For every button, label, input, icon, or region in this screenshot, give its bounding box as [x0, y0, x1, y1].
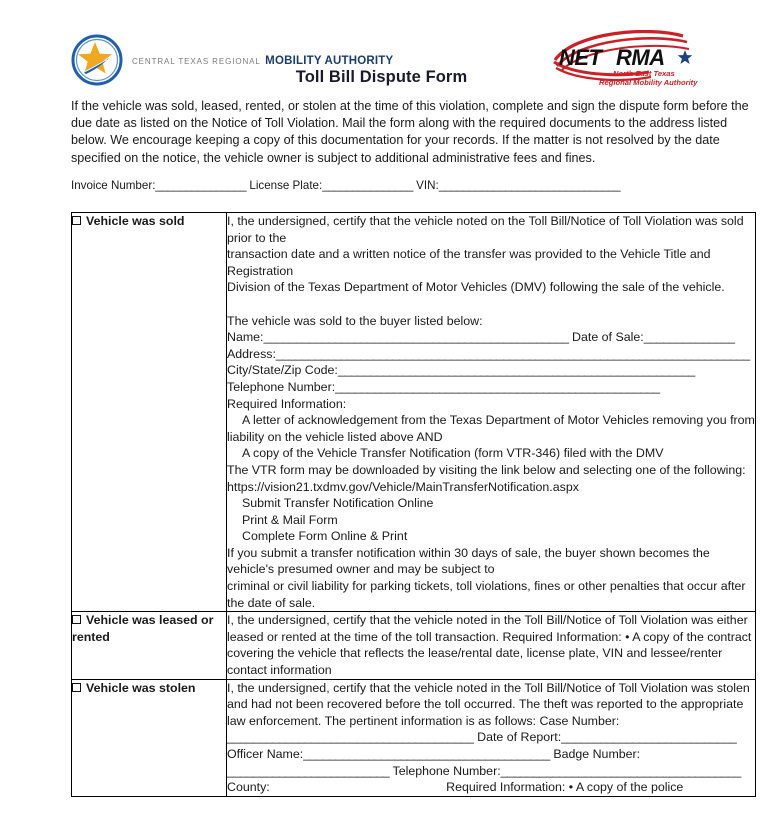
buyer-address-label: Address:: [227, 346, 276, 361]
row-label-stolen: Vehicle was stolen: [86, 680, 196, 695]
netrma-subtitle-line2: Regional Mobility Authority: [599, 78, 698, 87]
stolen-required-heading: Required Information: • A copy of the police: [446, 780, 684, 795]
checkbox-row-stolen[interactable]: [72, 680, 226, 697]
buyer-name-label: Name:: [227, 330, 264, 345]
paragraph-spacer: [227, 296, 755, 313]
buyer-city-label: City/State/Zip Code:: [227, 363, 338, 378]
date-of-report-field[interactable]: ___________________________: [561, 730, 737, 745]
document-header: [0, 30, 763, 92]
buyer-city-line: [227, 362, 755, 379]
license-plate-field[interactable]: _______________: [322, 178, 413, 192]
buyer-telephone-line: [227, 379, 755, 396]
vin-label: VIN:: [416, 178, 439, 192]
checkbox-icon[interactable]: [72, 683, 81, 692]
date-of-sale-label: Date of Sale:: [572, 330, 644, 345]
buyer-telephone-label: Telephone Number:: [227, 379, 336, 394]
buyer-address-field[interactable]: _________________________________________________________________________: [275, 346, 750, 361]
required-item-1-continued: liability on the vehicle listed above AND: [227, 429, 443, 444]
certify-line-3: Division of the Texas Department of Motor Vehicles (DMV) following the sale of the vehicle.: [227, 280, 725, 295]
table-row: [72, 213, 756, 612]
officer-name-line: [227, 746, 755, 763]
row-label-leased: Vehicle was leased or rented: [72, 613, 214, 645]
buyer-heading: The vehicle was sold to the buyer listed below:: [227, 313, 483, 328]
vtr-download-note: The VTR form may be downloaded by visiting the link below and selecting one of the following:: [227, 462, 746, 477]
vtr-option-1: Submit Transfer Notification Online: [242, 496, 434, 511]
badge-telephone-line: [227, 763, 755, 780]
stolen-body-text: I, the undersigned, certify that the vehicle noted in the Toll Bill/Notice of Toll Violation was stolen and had not been recovered before the toll occurred. The theft was reported to the appropriate law enforcement. The pertinent information is as follows: Case Number:: [227, 680, 750, 728]
required-item-2: A copy of the Vehicle Transfer Notification (form VTR-346) filed with the DMV: [242, 446, 664, 461]
netrma-word-left: NET: [559, 45, 602, 70]
row-label-cell-sold: [72, 213, 227, 612]
checkbox-icon[interactable]: [72, 615, 81, 624]
vtr-url[interactable]: https://vision21.txdmv.gov/Vehicle/MainTransferNotification.aspx: [227, 479, 579, 494]
buyer-city-field[interactable]: _______________________________________________________: [337, 363, 695, 378]
case-number-line: [227, 729, 755, 746]
vin-field[interactable]: ______________________________: [438, 178, 621, 192]
invoice-number-field[interactable]: _______________: [155, 178, 247, 192]
row-body-cell-leased: [227, 612, 756, 679]
license-plate-label: License Plate:: [249, 178, 323, 192]
officer-name-field[interactable]: ______________________________________: [303, 747, 550, 761]
dispute-reason-table: [71, 212, 756, 797]
officer-name-label: Officer Name:: [227, 747, 304, 761]
buyer-telephone-field[interactable]: __________________________________________________: [335, 379, 660, 394]
county-field[interactable]: [270, 780, 446, 794]
ctrma-wordmark-line2: MOBILITY AUTHORITY: [265, 54, 394, 67]
badge-number-label: Badge Number:: [553, 747, 641, 761]
ctrma-wordmark-line1: CENTRAL TEXAS REGIONAL: [132, 56, 261, 66]
netrma-subtitle-line1: North East Texas: [613, 69, 675, 78]
closing-line-2: criminal or civil liability for parking tickets, toll violations, fines or other penalties that occur after the date of sale.: [227, 579, 746, 610]
row-label-cell-leased: [72, 612, 227, 679]
county-required-line: [227, 779, 755, 796]
stolen-telephone-field[interactable]: _____________________________________: [500, 763, 741, 778]
leased-body-text: I, the undersigned, certify that the vehicle noted in the Toll Bill/Notice of Toll Violation was either leased or rented at the time of the toll transaction. Required Information: • A copy of the contract covering the vehicle that reflects the lease/rental date, license plate, VIN and lessee/renter contact information: [227, 613, 752, 678]
row-label-sold: Vehicle was sold: [86, 214, 185, 228]
buyer-name-field[interactable]: _______________________________________________: [263, 330, 569, 345]
badge-number-field[interactable]: _________________________: [227, 763, 390, 778]
certify-line-1: I, the undersigned, certify that the vehicle noted on the Toll Bill/Notice of Toll Violation was sold prior to the: [227, 214, 744, 245]
required-info-heading: Required Information:: [227, 396, 347, 411]
date-of-report-label: Date of Report:: [477, 730, 562, 745]
stolen-telephone-label: Telephone Number:: [392, 763, 501, 778]
certify-line-2: transaction date and a written notice of the transfer was provided to the Vehicle Title and Registration: [227, 247, 711, 278]
row-body-cell-stolen: [227, 679, 756, 796]
ctrma-wordmark: [132, 52, 393, 69]
date-of-sale-field[interactable]: ______________: [643, 330, 735, 345]
identifiers-line: [71, 179, 763, 192]
page-title: Toll Bill Dispute Form: [295, 68, 468, 86]
netrma-word-right: RMA: [616, 45, 665, 70]
vtr-option-2: Print & Mail Form: [242, 512, 338, 527]
buyer-address-line: [227, 346, 755, 363]
required-item-1: A letter of acknowledgement from the Texas Department of Motor Vehicles removing you from: [242, 413, 755, 428]
row-body-cell-sold: [227, 213, 756, 612]
row-label-cell-stolen: [72, 679, 227, 796]
checkbox-icon[interactable]: [72, 216, 81, 225]
buyer-name-line: [227, 329, 755, 346]
table-row: [72, 679, 756, 796]
county-label: County:: [227, 780, 270, 795]
intro-paragraph: If the vehicle was sold, leased, rented, or stolen at the time of this violation, complete and sign the dispute form before the due date as listed on the Notice of Toll Violation. Mail the form along with the required documents to the address listed below. We encourage keeping a copy of this documentation for your records. If the matter is not resolved by the date specified on the notice, the vehicle owner is subject to additional administrative fees and fines.: [71, 99, 749, 165]
case-number-field[interactable]: ______________________________________: [227, 730, 474, 745]
vtr-option-3: Complete Form Online & Print: [242, 529, 408, 544]
invoice-number-label: Invoice Number:: [71, 178, 156, 192]
table-row: [72, 612, 756, 679]
closing-line-1: If you submit a transfer notification within 30 days of sale, the buyer shown becomes the vehicle's presumed owner and may be subject to: [227, 545, 710, 577]
checkbox-row-sold[interactable]: [72, 213, 226, 230]
checkbox-row-leased[interactable]: [72, 612, 226, 646]
